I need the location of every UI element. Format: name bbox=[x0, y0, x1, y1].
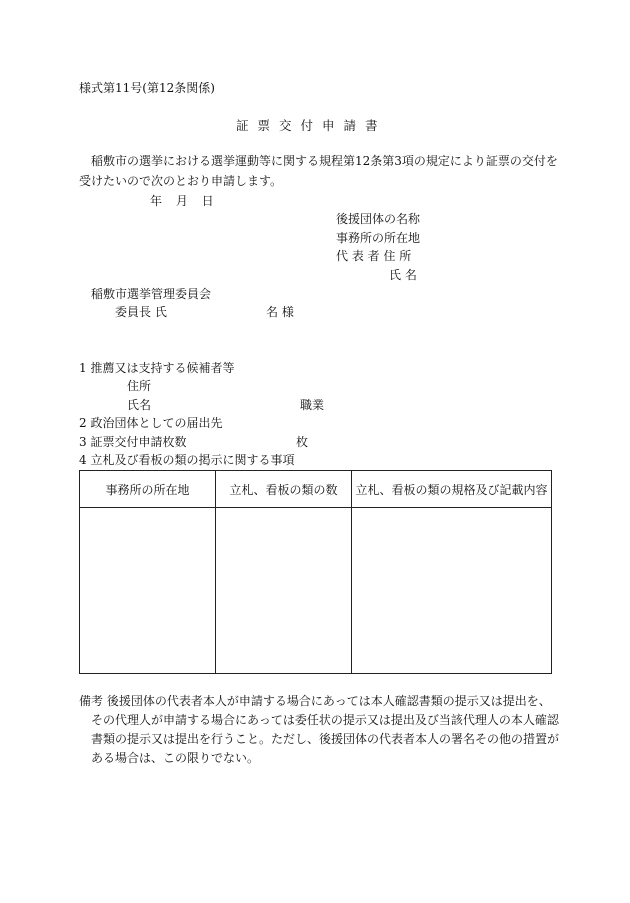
date-line: 年 月 日 bbox=[150, 194, 214, 208]
cell-office-address[interactable] bbox=[80, 508, 216, 674]
item-3-heading: 3 証票交付申請枚数 bbox=[79, 435, 187, 449]
addressee-honorific: 名 様 bbox=[266, 305, 294, 319]
cell-signboard-count[interactable] bbox=[216, 508, 352, 674]
applicant-rep-address: 代 表 者 住 所 bbox=[336, 249, 412, 263]
signboard-table bbox=[79, 470, 552, 674]
addressee-chair: 委員長 氏 bbox=[115, 305, 167, 319]
cell-signboard-spec[interactable] bbox=[352, 508, 552, 674]
candidate-name-label: 氏名 bbox=[127, 398, 152, 412]
page-title: 証票交付申請書 bbox=[236, 118, 387, 133]
table-row bbox=[80, 508, 552, 674]
intro-line-2: 受けたいので次のとおり申請します。 bbox=[79, 174, 283, 188]
remarks-line-2: その代理人が申請する場合にあっては委任状の提示又は提出及び当該代理人の本人確認 bbox=[91, 713, 559, 727]
applicant-org-name: 後援団体の名称 bbox=[336, 212, 421, 226]
candidate-address-label: 住所 bbox=[127, 379, 152, 393]
item-2-heading: 2 政治団体としての届出先 bbox=[79, 416, 223, 430]
item-1-heading: 1 推薦又は支持する候補者等 bbox=[79, 361, 235, 375]
applicant-office-address: 事務所の所在地 bbox=[336, 231, 421, 245]
header-signboard-count: 立札、看板の類の数 bbox=[216, 471, 352, 508]
sheets-unit: 枚 bbox=[296, 435, 309, 449]
form-number: 様式第11号(第12条関係) bbox=[79, 81, 215, 95]
addressee-org: 稲敷市選挙管理委員会 bbox=[91, 287, 212, 301]
item-4-heading: 4 立札及び看板の類の掲示に関する事項 bbox=[79, 453, 295, 467]
remarks-line-1: 備考 後援団体の代表者本人が申請する場合にあっては本人確認書類の提示又は提出を、 bbox=[79, 694, 551, 708]
table-header-row bbox=[80, 471, 552, 508]
header-signboard-spec: 立札、看板の類の規格及び記載内容 bbox=[352, 471, 552, 508]
applicant-rep-name: 氏 名 bbox=[389, 268, 417, 282]
remarks-line-3: 書類の提示又は提出を行うこと。ただし、後援団体の代表者本人の署名その他の措置が bbox=[91, 732, 560, 746]
header-office-address: 事務所の所在地 bbox=[80, 471, 216, 508]
intro-line-1: 稲敷市の選挙における選挙運動等に関する規程第12条第3項の規定により証票の交付を bbox=[91, 154, 558, 168]
remarks-line-4: ある場合は、この限りでない。 bbox=[91, 751, 260, 765]
candidate-occupation-label: 職業 bbox=[300, 398, 325, 412]
